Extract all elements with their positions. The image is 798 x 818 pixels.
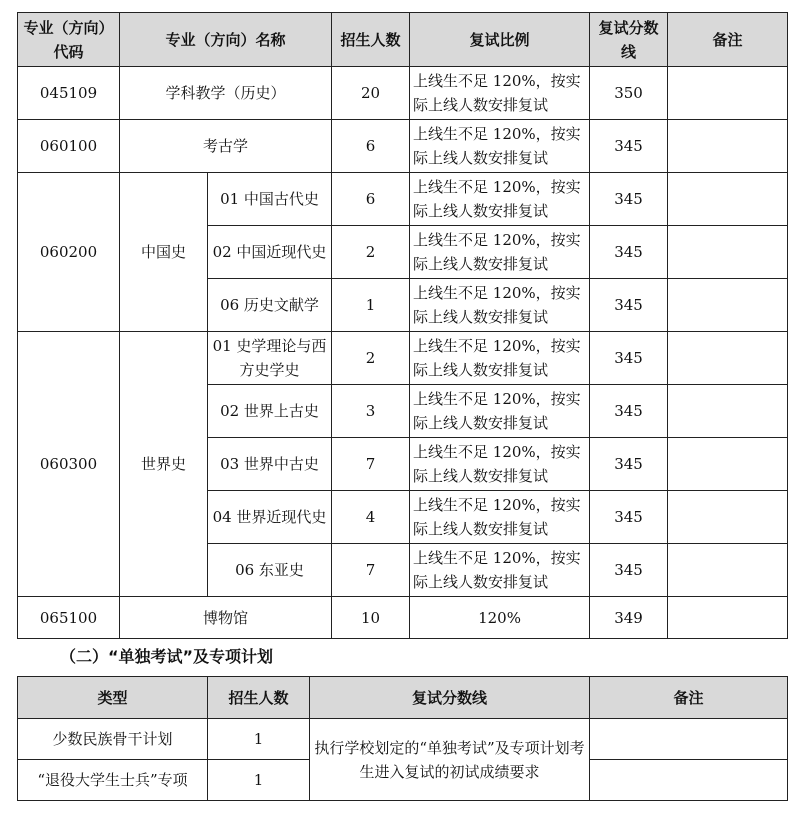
retest-score: 345	[590, 120, 668, 173]
major-code: 045109	[18, 67, 120, 120]
retest-ratio: 上线生不足 120%，按实际上线人数安排复试	[410, 226, 590, 279]
major-code: 060200	[18, 173, 120, 332]
header-score: 复试分数线	[310, 677, 590, 719]
retest-score: 345	[590, 279, 668, 332]
retest-ratio: 上线生不足 120%，按实际上线人数安排复试	[410, 385, 590, 438]
retest-score: 345	[590, 332, 668, 385]
direction-name: 06 东亚史	[208, 544, 332, 597]
enroll-count: 2	[332, 226, 410, 279]
retest-ratio: 上线生不足 120%，按实际上线人数安排复试	[410, 279, 590, 332]
retest-score: 345	[590, 438, 668, 491]
retest-ratio: 120%	[410, 597, 590, 639]
table-header-row	[18, 677, 788, 719]
direction-name: 04 世界近现代史	[208, 491, 332, 544]
direction-name: 02 中国近现代史	[208, 226, 332, 279]
enroll-count: 6	[332, 120, 410, 173]
header-enroll: 招生人数	[332, 13, 410, 67]
retest-score-text: 执行学校划定的“单独考试”及专项计划考生进入复试的初试成绩要求	[310, 719, 590, 801]
major-name: 学科教学（历史）	[120, 67, 332, 120]
note-cell	[668, 491, 788, 544]
table-row	[18, 173, 788, 226]
retest-ratio: 上线生不足 120%，按实际上线人数安排复试	[410, 173, 590, 226]
note-cell	[668, 173, 788, 226]
header-score: 复试分数线	[590, 13, 668, 67]
enroll-count: 1	[208, 760, 310, 801]
direction-name: 03 世界中古史	[208, 438, 332, 491]
table-row	[18, 597, 788, 639]
major-name: 博物馆	[120, 597, 332, 639]
retest-ratio: 上线生不足 120%，按实际上线人数安排复试	[410, 544, 590, 597]
major-name: 中国史	[120, 173, 208, 332]
header-code: 专业（方向）代码	[18, 13, 120, 67]
enroll-count: 20	[332, 67, 410, 120]
retest-score: 345	[590, 173, 668, 226]
enroll-count: 10	[332, 597, 410, 639]
retest-score: 345	[590, 491, 668, 544]
direction-name: 01 中国古代史	[208, 173, 332, 226]
retest-ratio: 上线生不足 120%，按实际上线人数安排复试	[410, 67, 590, 120]
header-enroll: 招生人数	[208, 677, 310, 719]
note-cell	[668, 226, 788, 279]
admission-table	[17, 12, 788, 639]
enroll-count: 4	[332, 491, 410, 544]
major-code: 060300	[18, 332, 120, 597]
enroll-count: 3	[332, 385, 410, 438]
enroll-count: 2	[332, 332, 410, 385]
note-cell	[668, 120, 788, 173]
table-row	[18, 332, 788, 385]
header-note: 备注	[668, 13, 788, 67]
direction-name: 06 历史文献学	[208, 279, 332, 332]
retest-ratio: 上线生不足 120%，按实际上线人数安排复试	[410, 491, 590, 544]
note-cell	[590, 719, 788, 760]
major-code: 065100	[18, 597, 120, 639]
note-cell	[668, 385, 788, 438]
enroll-count: 7	[332, 438, 410, 491]
header-type: 类型	[18, 677, 208, 719]
note-cell	[668, 332, 788, 385]
retest-score: 345	[590, 544, 668, 597]
retest-ratio: 上线生不足 120%，按实际上线人数安排复试	[410, 438, 590, 491]
direction-name: 01 史学理论与西方史学史	[208, 332, 332, 385]
header-name: 专业（方向）名称	[120, 13, 332, 67]
major-code: 060100	[18, 120, 120, 173]
section-title: （二）“单独考试”及专项计划	[60, 647, 274, 666]
enroll-count: 6	[332, 173, 410, 226]
major-name: 世界史	[120, 332, 208, 597]
retest-score: 349	[590, 597, 668, 639]
major-name: 考古学	[120, 120, 332, 173]
retest-score: 350	[590, 67, 668, 120]
header-note: 备注	[590, 677, 788, 719]
note-cell	[590, 760, 788, 801]
note-cell	[668, 597, 788, 639]
header-ratio: 复试比例	[410, 13, 590, 67]
note-cell	[668, 67, 788, 120]
note-cell	[668, 438, 788, 491]
table-row	[18, 67, 788, 120]
enroll-count: 1	[208, 719, 310, 760]
plan-type: “退役大学生士兵”专项	[18, 760, 208, 801]
direction-name: 02 世界上古史	[208, 385, 332, 438]
table-row	[18, 120, 788, 173]
note-cell	[668, 279, 788, 332]
retest-ratio: 上线生不足 120%，按实际上线人数安排复试	[410, 120, 590, 173]
enroll-count: 1	[332, 279, 410, 332]
plan-type: 少数民族骨干计划	[18, 719, 208, 760]
retest-score: 345	[590, 385, 668, 438]
table-row	[18, 719, 788, 760]
special-plan-table	[17, 676, 788, 801]
table-header-row	[18, 13, 788, 67]
retest-ratio: 上线生不足 120%，按实际上线人数安排复试	[410, 332, 590, 385]
enroll-count: 7	[332, 544, 410, 597]
retest-score: 345	[590, 226, 668, 279]
note-cell	[668, 544, 788, 597]
